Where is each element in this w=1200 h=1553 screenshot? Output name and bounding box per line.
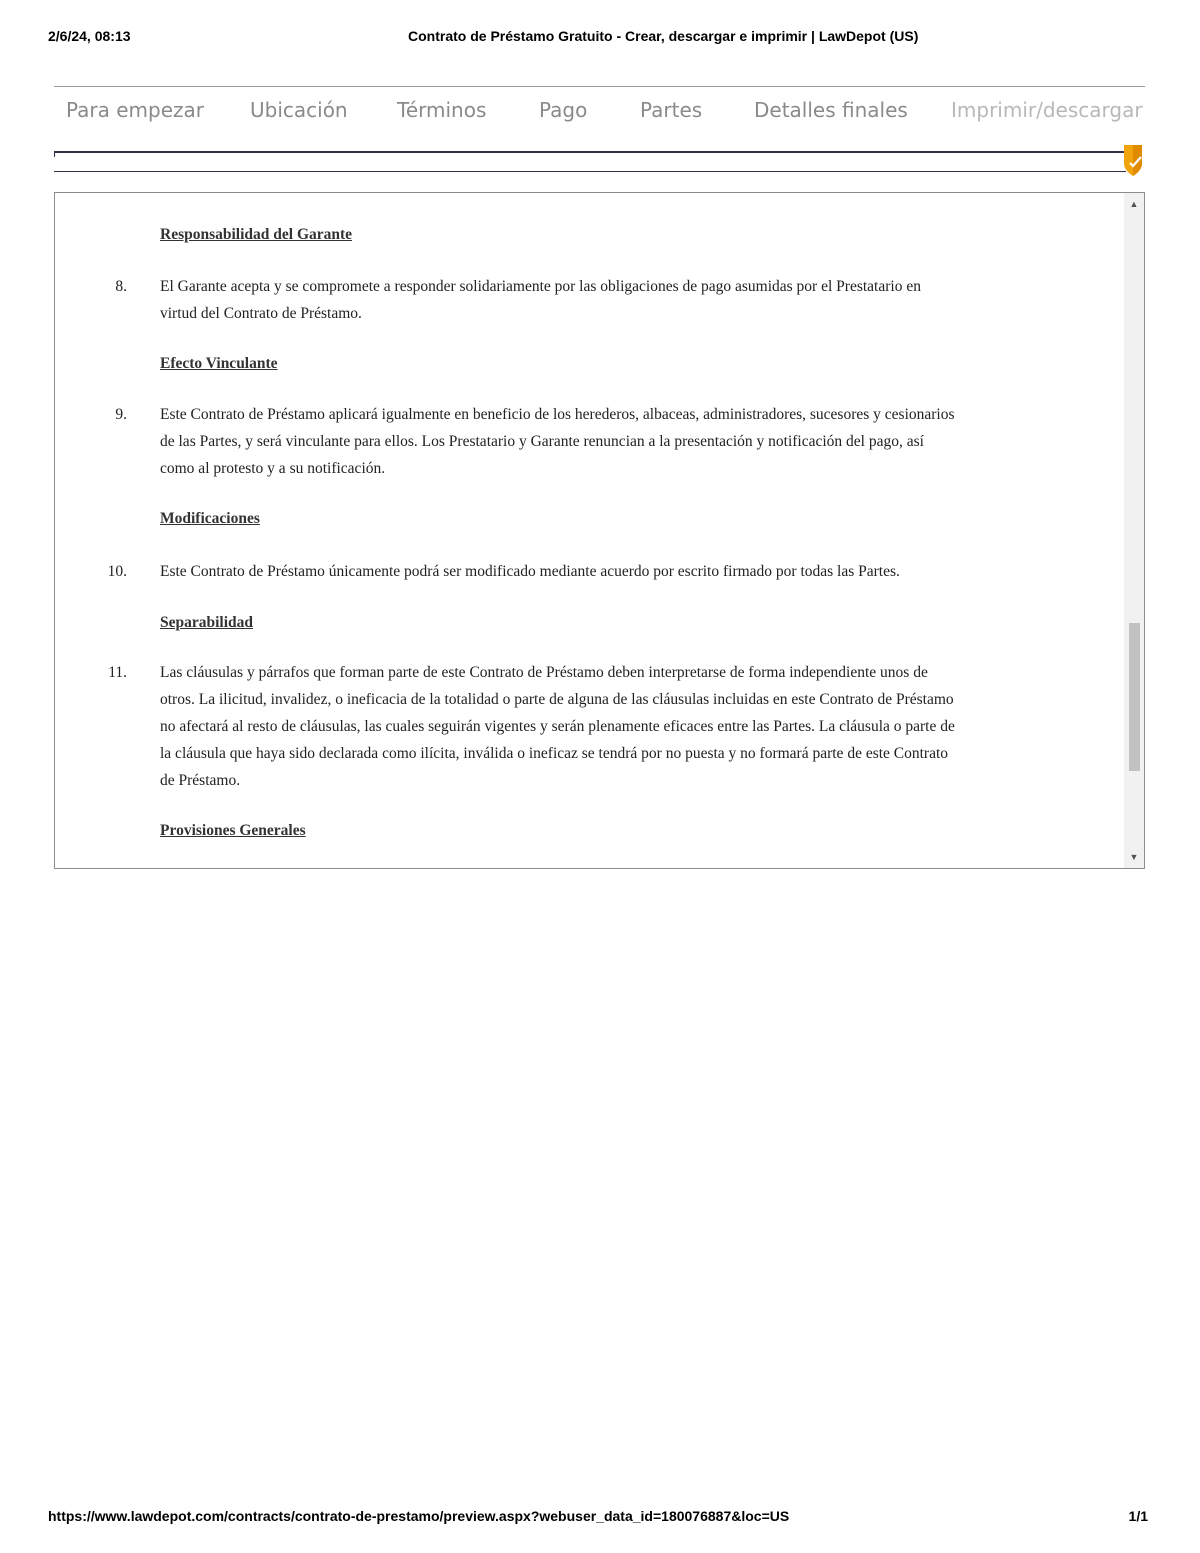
heading-guarantor: Responsabilidad del Garante <box>160 226 353 243</box>
print-footer <box>48 1508 1152 1528</box>
step-detalles-finales[interactable]: Detalles finales <box>754 98 908 122</box>
heading-general: Provisiones Generales <box>160 822 306 839</box>
clause-line: como al protesto y a su notificación. <box>160 460 386 477</box>
progress-bar <box>54 151 1145 173</box>
wizard-header <box>54 86 1145 173</box>
step-pago[interactable]: Pago <box>539 98 588 122</box>
clause-number: 9. <box>115 406 127 423</box>
clause-number: 8. <box>115 278 127 295</box>
print-page-number: 1/1 <box>1128 1508 1148 1524</box>
print-header <box>48 28 1152 48</box>
clause-line: El Garante acepta y se compromete a responder solidariamente por las obligaciones de pago asumidas por el Prestatario en <box>160 278 921 295</box>
clause-text <box>160 558 1090 585</box>
scroll-up-arrow-icon[interactable]: ▲ <box>1129 199 1139 209</box>
heading-binding: Efecto Vinculante <box>160 355 278 372</box>
clause-line: Las cláusulas y párrafos que forman parte de este Contrato de Préstamo deben interpretarse de forma independiente unos de <box>160 664 928 681</box>
document-content <box>55 193 1123 868</box>
print-page-title: Contrato de Préstamo Gratuito - Crear, descargar e imprimir | LawDepot (US) <box>408 28 919 44</box>
step-imprimir-descargar[interactable]: Imprimir/descargar <box>951 98 1143 122</box>
print-date: 2/6/24, 08:13 <box>48 28 131 44</box>
clause-text <box>160 659 1090 794</box>
clause-number: 10. <box>107 563 127 580</box>
scrollbar-thumb[interactable] <box>1129 623 1140 771</box>
clause-line: la cláusula que haya sido declarada como ilícita, inválida o ineficaz se tendrá por no puesta y no formará parte de este Contrato <box>160 745 949 762</box>
clause-line: de las Partes, y será vinculante para ellos. Los Prestatario y Garante renuncian a la presentación y notificación del pago, así <box>160 433 924 450</box>
clause-line: virtud del Contrato de Préstamo. <box>160 305 362 322</box>
scroll-down-arrow-icon[interactable]: ▼ <box>1129 852 1139 862</box>
print-url: https://www.lawdepot.com/contracts/contrato-de-prestamo/preview.aspx?webuser_data_id=180076887&loc=US <box>48 1508 790 1524</box>
clause-line: no afectará al resto de cláusulas, las cuales seguirán vigentes y serán plenamente eficaces entre las Partes. La cláusula o parte de <box>160 718 955 735</box>
progress-track <box>54 171 1126 172</box>
clause-number: 11. <box>108 664 127 681</box>
vertical-scrollbar[interactable] <box>1124 193 1144 868</box>
clause-line: otros. La ilicitud, invalidez, o ineficacia de la totalidad o parte de alguna de las cláusulas incluidas en este Contrato de Préstamo <box>160 691 954 708</box>
document-preview[interactable] <box>54 192 1145 869</box>
heading-amendments: Modificaciones <box>160 510 260 527</box>
heading-severability: Separabilidad <box>160 614 254 631</box>
clause-line: de Préstamo. <box>160 772 241 789</box>
progress-line <box>54 151 1126 153</box>
clause-line: Este Contrato de Préstamo únicamente podrá ser modificado mediante acuerdo por escrito firmado por todas las Partes. <box>160 563 900 580</box>
step-ubicacion[interactable]: Ubicación <box>250 98 348 122</box>
clause-line: Este Contrato de Préstamo aplicará igualmente en beneficio de los herederos, albaceas, administradores, sucesores y cesionarios <box>160 406 955 423</box>
step-partes[interactable]: Partes <box>640 98 703 122</box>
clause-text <box>160 273 1090 327</box>
shield-check-icon <box>1121 143 1145 177</box>
step-terminos[interactable]: Términos <box>397 98 487 122</box>
step-navigation <box>54 87 1145 133</box>
clause-text <box>160 401 1090 482</box>
step-para-empezar[interactable]: Para empezar <box>66 98 205 122</box>
